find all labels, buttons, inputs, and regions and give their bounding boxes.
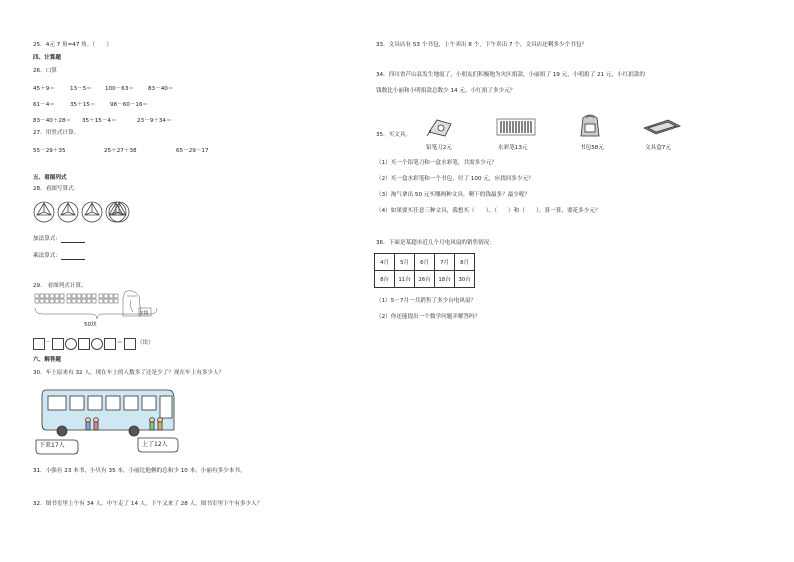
- answer-box-2[interactable]: [52, 338, 64, 350]
- op-1: －: [45, 340, 51, 346]
- q35-sub-4: （4）如果要买任意三种文具，我想买（ ）、（ ）和（ ），算一算，要花多少元？: [376, 208, 601, 214]
- bubble-up-label: 上了12人: [142, 441, 168, 448]
- question-33: 33．文具店有 53 个书包，上午卖出 8 个，下午卖出 7 个，文具店还剩多少个书包？: [376, 42, 588, 48]
- table-row: [375, 254, 475, 271]
- answer-circle-2[interactable]: [91, 338, 103, 350]
- section-5-heading: 五、看图列式: [33, 175, 67, 181]
- table-row: [375, 271, 475, 288]
- schoolbag-icon: [577, 112, 603, 144]
- add-formula-label: 加法算式：: [33, 236, 85, 243]
- table-cell: 8月: [455, 254, 475, 271]
- table-cell: 4月: [375, 254, 395, 271]
- pencil-sharpener-icon: [425, 116, 455, 142]
- table-cell: 5月: [395, 254, 415, 271]
- item-label-sharpener: 铅笔刀2元: [426, 145, 452, 151]
- answer-box-4[interactable]: [104, 338, 116, 350]
- question-32: 32．图书室里上午有 34 人，中午走了 14 人，下午又来了 28 人，图书室里下午有多少人？: [33, 501, 263, 507]
- calc-1-2: 98－60－16＝: [110, 102, 149, 108]
- table-cell: 6月: [415, 254, 435, 271]
- calc-0-3: 83－40＝: [148, 86, 174, 92]
- question-31: 31．小强有 23 本书，小贝有 35 本，小丽比他俩的总和少 10 本，小丽有多少本书。: [33, 468, 246, 474]
- calc-1-1: 35＋15＝: [70, 102, 96, 108]
- question-30: 30．车上原来有 32 人，现在车上的人数多了还是少了？现在车上有多少人？: [33, 370, 225, 376]
- table-cell: 7月: [435, 254, 455, 271]
- question-36: 36．下面是某超市近几个月电风扇的销售情况：: [376, 240, 495, 246]
- question-34-line2: 钱数比小丽和小明捐款总数少 14 元。小红捐了多少元？: [376, 88, 516, 94]
- question-35: 35．买文具。: [376, 132, 412, 138]
- q35-sub-2: （2）买一盒水彩笔和一个书包，付了 100 元，应找回多少元？: [376, 176, 534, 182]
- q35-sub-3: （3）淘气拿出 50 元买哪两种文具，剩下的钱最多？最少呢？: [376, 192, 531, 198]
- table-cell: 26台: [415, 271, 435, 288]
- q36-sub-2: （2）你还能提出一个数学问题并解答吗？: [376, 314, 481, 320]
- watercolor-pens-icon: [496, 118, 536, 140]
- q35-sub-1: （1）买一个铅笔刀和一盒水彩笔，共需多少元？: [376, 160, 498, 166]
- calc-0-1: 13－5＝: [70, 86, 92, 92]
- answer-box-1[interactable]: [33, 338, 45, 350]
- question-27: 27．用竖式计算。: [33, 130, 80, 136]
- pencil-case-icon: [642, 118, 682, 140]
- op-3: ＝: [117, 340, 123, 346]
- mul-formula-label: 乘法算式：: [33, 253, 85, 260]
- bag-label: ?块: [140, 311, 149, 317]
- eq-unit: （块）: [137, 340, 154, 346]
- item-label-pens: 水彩笔13元: [498, 145, 528, 151]
- calc-2-1: 35＋15－4＝: [82, 118, 117, 124]
- calc-0-2: 100－63＝: [105, 86, 134, 92]
- answer-box-3[interactable]: [78, 338, 90, 350]
- brace-label: 50块: [84, 322, 97, 328]
- item-label-case: 文具盒7元: [645, 145, 671, 151]
- question-28: 28．看图写算式：: [33, 186, 80, 192]
- section-6-heading: 六、解答题: [33, 357, 61, 363]
- vertical-0: 55－29＋35: [33, 148, 66, 154]
- table-cell: 11台: [395, 271, 415, 288]
- question-25: 25．4元 7 角=47 角。（ ）: [33, 42, 112, 48]
- answer-circle-1[interactable]: [65, 338, 77, 350]
- question-26: 26．口算: [33, 68, 57, 74]
- question-34-line1: 34．四川省芦山县发生地震了，小朋友们积极地为灾区捐款，小丽捐了 19 元，小明捐了 21 元，小红捐款的: [376, 72, 645, 78]
- vertical-2: 65－29－17: [176, 148, 209, 154]
- calc-0-0: 45＋9＝: [33, 86, 55, 92]
- table-cell: 8台: [375, 271, 395, 288]
- bubble-down-label: 下来17人: [39, 442, 65, 449]
- table-cell: 30台: [455, 271, 475, 288]
- q36-sub-1: （1）5－7月一共销售了多少台电风扇？: [376, 298, 477, 304]
- calc-2-2: 23－9＋34＝: [137, 118, 172, 124]
- item-label-bag: 书包58元: [580, 145, 604, 151]
- vertical-1: 25＋27＋38: [104, 148, 137, 154]
- table-cell: 18台: [435, 271, 455, 288]
- answer-box-5[interactable]: [124, 338, 136, 350]
- question-29: 29． 看图列式计算。: [33, 283, 87, 289]
- section-4-heading: 四、计算题: [33, 55, 61, 61]
- sales-table: [374, 253, 475, 288]
- calc-2-0: 83－40＋28＝: [33, 118, 72, 124]
- calc-1-0: 61－4＝: [33, 102, 55, 108]
